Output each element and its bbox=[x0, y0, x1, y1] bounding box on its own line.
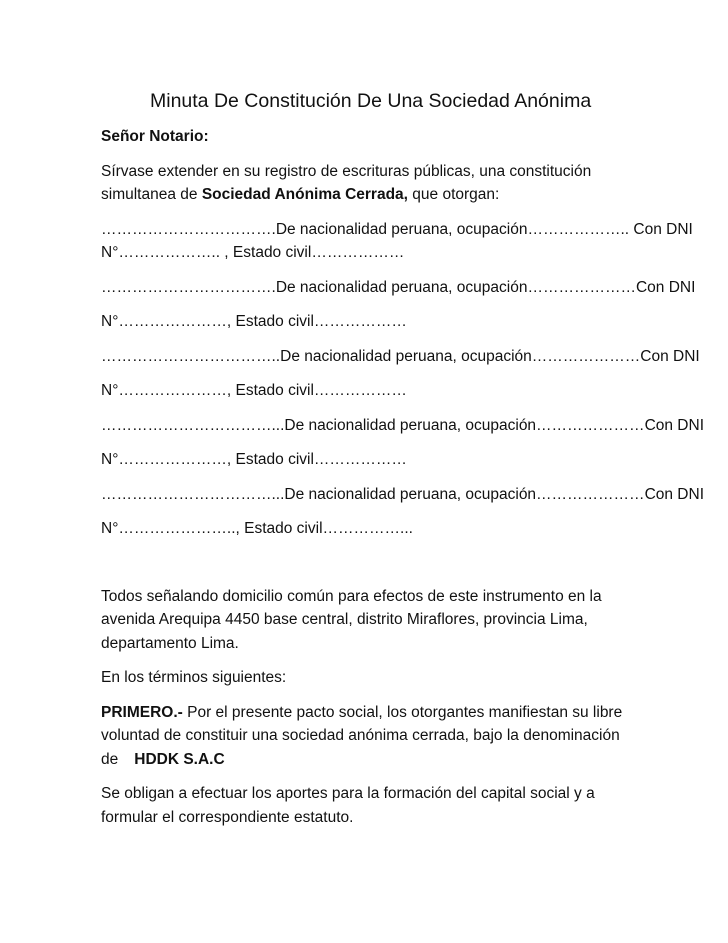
primero-text: Por el presente pacto social, los otorgantes manifiestan su libre voluntad de constituir una sociedad anónima cerrada, bajo la denominación de bbox=[101, 703, 623, 768]
grantor-2-dni-label: Con DNI bbox=[635, 278, 696, 296]
grantor-5-line-1 bbox=[101, 483, 704, 507]
grantor-1-nationality: De nacionalidad peruana, ocupación………………. bbox=[275, 220, 625, 238]
grantor-5-nationality: De nacionalidad peruana, ocupación………………… bbox=[284, 485, 645, 503]
grantor-2-nationality: De nacionalidad peruana, ocupación………………… bbox=[275, 278, 636, 296]
grantor-4-line-2: N°…………………, Estado civil……………… bbox=[101, 451, 407, 468]
grantor-4-name-blank: ……………………………... bbox=[101, 416, 285, 434]
grantor-5-line-2: N°………………….., Estado civil……………... bbox=[101, 520, 413, 537]
grantor-2-line-2: N°…………………, Estado civil……………… bbox=[101, 313, 407, 330]
intro-text: Sírvase extender en su registro de escrituras públicas, una constitución simultanea de bbox=[101, 162, 592, 203]
grantor-3-line-1 bbox=[101, 345, 700, 369]
domicile-paragraph: Todos señalando domicilio común para efectos de este instrumento en la avenida Arequipa 4450 base central, distrito Miraflores, provincia Lima, departamento Lima. bbox=[101, 587, 602, 652]
grantor-3-dni-label: Con DNI bbox=[640, 347, 700, 365]
grantor-5-dni-label: Con DNI bbox=[644, 485, 704, 503]
grantor-1-dni-label: . Con DNI bbox=[624, 220, 693, 238]
obligation-paragraph: Se obligan a efectuar los aportes para la formación del capital social y a formular el correspondiente estatuto. bbox=[101, 785, 595, 826]
grantor-1-line-1 bbox=[101, 218, 693, 242]
grantor-4-line-1 bbox=[101, 414, 704, 438]
document-title: Minuta De Constitución De Una Sociedad Anónima bbox=[150, 90, 592, 112]
intro-paragraph bbox=[101, 160, 631, 207]
salutation-text: Señor Notario: bbox=[101, 128, 209, 145]
intro-text-end: que otorgan: bbox=[407, 186, 500, 203]
grantor-3-nationality: De nacionalidad peruana, ocupación………………… bbox=[280, 347, 641, 365]
grantor-2-name-blank: ……………………………. bbox=[101, 278, 276, 296]
company-type: Sociedad Anónima Cerrada, bbox=[201, 186, 408, 203]
grantor-1-line-2: N°……………….. , Estado civil……………… bbox=[101, 244, 405, 261]
grantor-2-line-1 bbox=[101, 276, 696, 300]
primero-label: PRIMERO.- bbox=[101, 703, 183, 721]
salutation bbox=[101, 125, 631, 149]
section-spacer bbox=[101, 552, 631, 585]
grantor-4-dni-label: Con DNI bbox=[644, 416, 704, 434]
primero-clause bbox=[101, 701, 631, 772]
document-body bbox=[101, 125, 704, 840]
grantor-4-nationality: De nacionalidad peruana, ocupación………………… bbox=[284, 416, 645, 434]
grantor-3-line-2: N°…………………, Estado civil……………… bbox=[101, 382, 407, 399]
grantor-1-name-blank: ……………………………. bbox=[101, 220, 276, 238]
terms-intro: En los términos siguientes: bbox=[101, 669, 287, 686]
company-name: HDDK S.A.C bbox=[134, 750, 225, 768]
grantor-3-name-blank: …………………………….. bbox=[101, 347, 281, 365]
grantor-5-name-blank: ……………………………... bbox=[101, 485, 285, 503]
